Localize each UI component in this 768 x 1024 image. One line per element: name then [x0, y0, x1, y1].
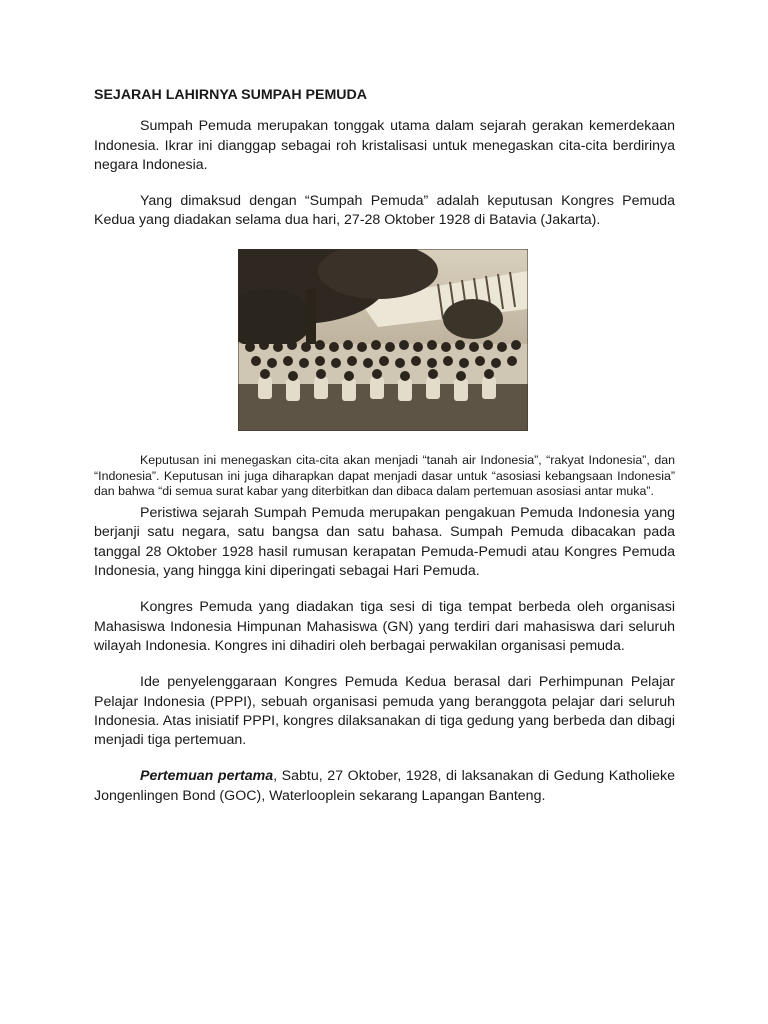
document-content [94, 86, 675, 806]
photo-container [94, 249, 675, 431]
congress-group-photo [238, 249, 528, 431]
photo-illustration [238, 249, 528, 431]
first-meeting-text: , Sabtu, 27 Oktober, 1928, di laksanakan di Gedung Katholieke Jongenlingen Bond (GOC), Waterlooplein sekarang Lapangan Banteng. [94, 768, 676, 804]
first-meeting-lead: Pertemuan pertama [140, 768, 274, 785]
paragraph-definition: Yang dimaksud dengan “Sumpah Pemuda” adalah keputusan Kongres Pemuda Kedua yang diadakan selama dua hari, 27-28 Oktober 1928 di Batavia (Jakarta). [94, 193, 675, 229]
document-title: SEJARAH LAHIRNYA SUMPAH PEMUDA [94, 87, 368, 103]
paragraph-sessions: Kongres Pemuda yang diadakan tiga sesi di tiga tempat berbeda oleh organisasi Mahasiswa Indonesia Himpunan Mahasiswa (GN) yang terdiri dari mahasiswa dari seluruh wilayah Indonesia. Kongres ini dihadiri oleh berbagai perwakilan organisasi pemuda. [94, 599, 675, 654]
paragraph-recognition: Peristiwa sejarah Sumpah Pemuda merupakan pengakuan Pemuda Indonesia yang berjanji satu negara, satu bangsa dan satu bahasa. Sumpah Pemuda dibacakan pada tanggal 28 Oktober 1928 hasil rumusan kerapatan Pemuda-Pemudi atau Kongres Pemuda Indonesia, yang hingga kini diperingati sebagai Hari Pemuda. [94, 505, 675, 580]
paragraph-pppi: Ide penyelenggaraan Kongres Pemuda Kedua berasal dari Perhimpunan Pelajar Pelajar Indonesia (PPPI), sebuah organisasi pemuda yang beranggota pelajar dari seluruh Indonesia. Atas inisiatif PPPI, kongres dilaksanakan di tiga gedung yang berbeda dan dibagi menjadi tiga pertemuan. [94, 674, 675, 749]
paragraph-first-meeting [94, 767, 675, 806]
caption-text: Keputusan ini menegaskan cita-cita akan menjadi “tanah air Indonesia”, “rakyat Indonesia”, dan “Indonesia”. Keputusan ini juga diharapkan dapat menjadi dasar untuk “asosiasi kebangsaan Indonesia” dan bahwa “di semua surat kabar yang diterbitkan dan dibaca dalam pertemuan asosiasi antar muka”. [94, 452, 675, 499]
paragraph-intro: Sumpah Pemuda merupakan tonggak utama dalam sejarah gerakan kemerdekaan Indonesia. Ikrar ini dianggap sebagai roh kristalisasi untuk menegaskan cita-cita berdirinya negara Indonesia. [94, 118, 675, 173]
photo-caption [94, 453, 675, 500]
